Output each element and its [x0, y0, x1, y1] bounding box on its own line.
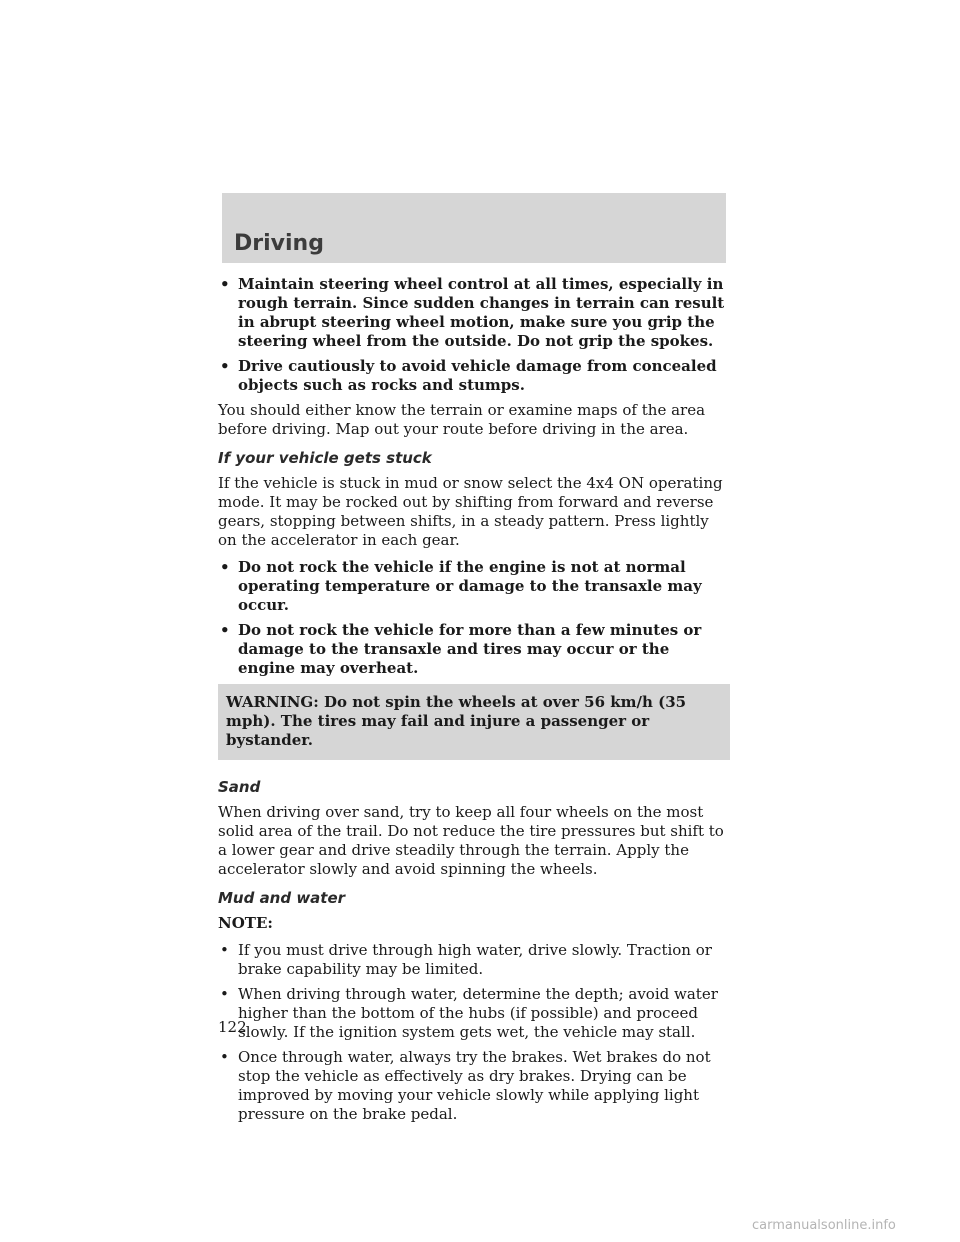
section-title: Driving: [234, 231, 324, 256]
list-item: • Drive cautiously to avoid vehicle damage from concealed objects such as rocks and stumps.: [218, 357, 730, 395]
sand-paragraph: When driving over sand, try to keep all four wheels on the most solid area of the trail. Do not reduce the tire pressures but shift to a lower gear and drive steadily through the terrain. Apply the accelerator slowly and avoid spinning the wheels.: [218, 803, 724, 878]
list-item: • Once through water, always try the brakes. Wet brakes do not stop the vehicle as effectively as dry brakes. Drying can be improved by moving your vehicle slowly while applying light pressure on the brake pedal.: [218, 1048, 730, 1124]
list-item: • Do not rock the vehicle for more than a few minutes or damage to the transaxle and tires may occur or the engine may overheat.: [218, 621, 730, 678]
page-number: 122: [218, 1018, 247, 1036]
list-item: • Maintain steering wheel control at all times, especially in rough terrain. Since sudden changes in terrain can result in abrupt steering wheel motion, make sure you grip the steering wheel from the outside. Do not grip the spokes.: [218, 275, 730, 351]
mud-heading: Mud and water: [218, 889, 346, 907]
stuck-heading: If your vehicle gets stuck: [218, 449, 432, 467]
list-item: • When driving through water, determine the depth; avoid water higher than the bottom of the hubs (if possible) and proceed slowly. If the ignition system gets wet, the vehicle may stall.: [218, 985, 730, 1042]
watermark: carmanualsonline.info: [752, 1218, 896, 1233]
warning-box: WARNING: Do not spin the wheels at over 56 km/h (35 mph). The tires may fail and injure a passenger or bystander.: [218, 684, 730, 760]
list-item: • Do not rock the vehicle if the engine is not at normal operating temperature or damage to the transaxle may occur.: [218, 558, 730, 615]
page-content: [218, 275, 730, 1130]
stuck-paragraph: If the vehicle is stuck in mud or snow select the 4x4 ON operating mode. It may be rocked out by shifting from forward and reverse gears, stopping between shifts, in a steady pattern. Press lightly on the accelerator in each gear.: [218, 474, 723, 549]
sand-heading: Sand: [218, 778, 261, 796]
list-item: • If you must drive through high water, drive slowly. Traction or brake capability may be limited.: [218, 941, 730, 979]
intro-paragraph: You should either know the terrain or examine maps of the area before driving. Map out your route before driving in the area.: [218, 401, 706, 438]
note-label: NOTE:: [218, 914, 273, 932]
